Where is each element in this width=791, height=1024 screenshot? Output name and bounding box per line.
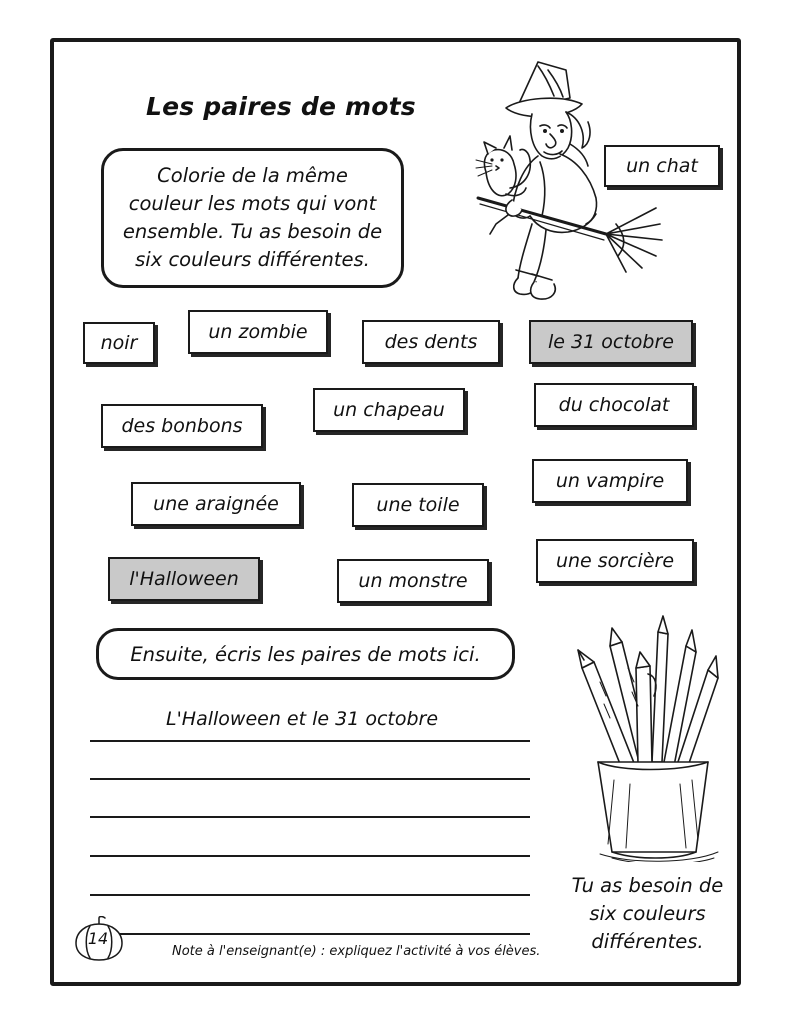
teacher-note: Note à l'enseignant(e) : expliquez l'activité à vos élèves. bbox=[172, 944, 541, 959]
right-caption: Tu as besoin de six couleurs différentes. bbox=[571, 874, 724, 953]
word-box-une-araignee[interactable]: une araignée bbox=[131, 482, 301, 526]
answer-line-4[interactable] bbox=[90, 855, 530, 857]
word-box-le-31-octobre[interactable]: le 31 octobre bbox=[529, 320, 693, 364]
word-box-un-chapeau[interactable]: un chapeau bbox=[313, 388, 465, 432]
word-box-une-toile[interactable]: une toile bbox=[352, 483, 484, 527]
answer-line-1[interactable] bbox=[90, 740, 530, 742]
answer-line-2[interactable] bbox=[90, 778, 530, 780]
word-box-un-vampire[interactable]: un vampire bbox=[532, 459, 688, 503]
word-box-un-chat[interactable]: un chat bbox=[604, 145, 720, 187]
word-box-noir[interactable]: noir bbox=[83, 322, 155, 364]
page-number-badge bbox=[70, 916, 126, 956]
page-number: 14 bbox=[87, 929, 109, 948]
word-box-un-zombie[interactable]: un zombie bbox=[188, 310, 328, 354]
word-box-lhalloween[interactable]: l'Halloween bbox=[108, 557, 260, 601]
word-box-un-monstre[interactable]: un monstre bbox=[337, 559, 489, 603]
word-box-des-dents[interactable]: des dents bbox=[362, 320, 500, 364]
cup-of-pencils-illustration bbox=[540, 612, 755, 862]
answer-line-3[interactable] bbox=[90, 816, 530, 818]
word-box-du-chocolat[interactable]: du chocolat bbox=[534, 383, 694, 427]
answer-line-5[interactable] bbox=[90, 894, 530, 896]
answer-line-text-1: L'Halloween et le 31 octobre bbox=[166, 708, 439, 730]
instruction-bubble: Colorie de la même couleur les mots qui vont ensemble. Tu as besoin de six couleurs différentes. bbox=[101, 148, 404, 288]
word-box-des-bonbons[interactable]: des bonbons bbox=[101, 404, 263, 448]
word-box-une-sorciere[interactable]: une sorcière bbox=[536, 539, 694, 583]
answer-line-6[interactable] bbox=[90, 933, 530, 935]
write-pairs-instruction-bubble: Ensuite, écris les paires de mots ici. bbox=[96, 628, 515, 680]
page-title: Les paires de mots bbox=[146, 92, 416, 121]
